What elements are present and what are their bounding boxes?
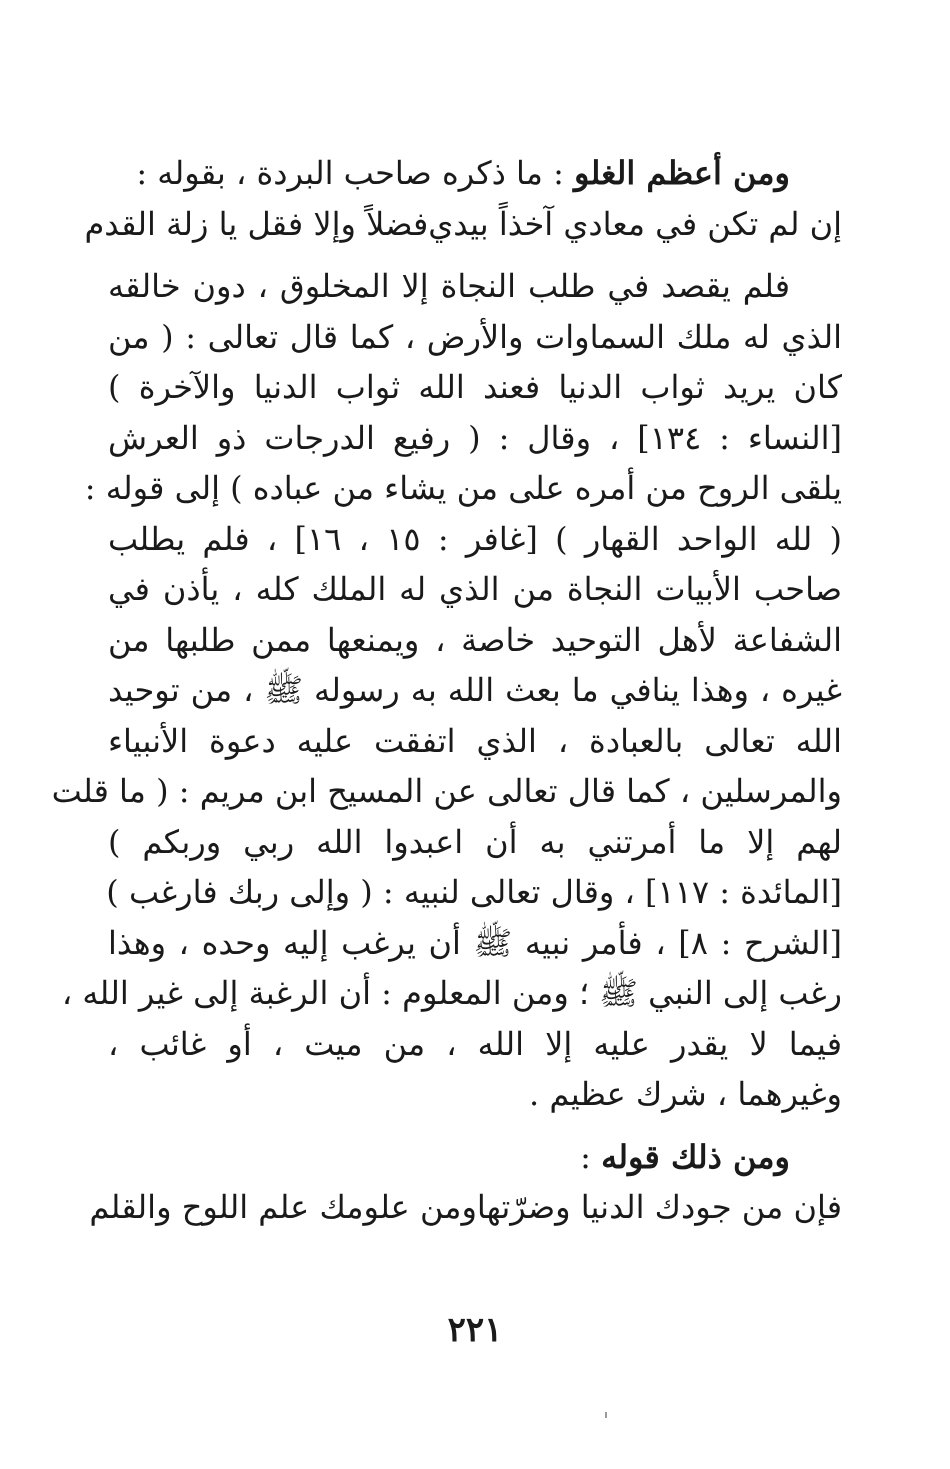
verse2-second-hemistich: ومن علومك علم اللوح والقلم [89, 1188, 477, 1226]
scan-speck [605, 1412, 607, 1418]
paragraph-line: الشفاعة لأهل التوحيد خاصة ، ويمنعها ممن طلبها من [108, 620, 842, 659]
poem-verse-2 [89, 1182, 842, 1233]
main-paragraph [51, 261, 843, 1120]
paragraph-line: الذي له ملك السماوات والأرض ، كما قال تعالى : ( من [108, 317, 842, 356]
poem-verse-1 [84, 199, 842, 250]
paragraph-line: [المائدة : ١١٧] ، وقال تعالى لنبيه : ( وإلى ربك فارغب ) [106, 873, 842, 911]
paragraph-line: ( لله الواحد القهار ) [غافر : ١٥ ، ١٦] ، فلم يطلب [108, 519, 843, 558]
paragraph-line: كان يريد ثواب الدنيا فعند الله ثواب الدنيا والآخرة ) [108, 368, 842, 406]
intro-rest: : ما ذكره صاحب البردة ، بقوله : [136, 154, 564, 192]
spacer [108, 249, 842, 261]
page-body [51, 148, 843, 1233]
paragraph-line: لهم إلا ما أمرتني به أن اعبدوا الله ربي وربكم ) [108, 822, 842, 861]
paragraph-line: رغب إلى النبي ﷺ ؛ ومن المعلوم : أن الرغبة إلى غير الله ، [61, 974, 842, 1012]
paragraph-line: صاحب الأبيات النجاة من الذي له الملك كله ، يأذن في [108, 570, 842, 608]
section2-bold-lead: ومن ذلك قوله [601, 1137, 790, 1176]
paragraph-line: فلم يقصد في طلب النجاة إلا المخلوق ، دون خالقه [108, 267, 790, 305]
intro-bold-lead: ومن أعظم الغلو [574, 154, 790, 192]
section2-line [108, 1132, 842, 1183]
section2-rest: : [580, 1137, 591, 1176]
paragraph-line: الله تعالى بالعبادة ، الذي اتفقت عليه دعوة الأنبياء [108, 721, 842, 760]
spacer [108, 1120, 842, 1132]
verse2-first-hemistich: فإن من جودك الدنيا وضرّتها [476, 1188, 842, 1226]
intro-line [108, 148, 842, 199]
verse1-second-hemistich: فضلاً وإلا فقل يا زلة القدم [84, 204, 429, 243]
paragraph-line: فيما لا يقدر عليه إلا الله ، من ميت ، أو غائب ، [108, 1024, 842, 1063]
paragraph-line: يلقى الروح من أمره على من يشاء من عباده ) إلى قوله : [84, 469, 842, 507]
paragraph-line: والمرسلين ، كما قال تعالى عن المسيح ابن مريم : ( ما قلت [51, 772, 842, 810]
paragraph-line: غيره ، وهذا ينافي ما بعث الله به رسوله ﷺ ، من توحيد [108, 671, 842, 709]
page-number: ٢٢١ [447, 1310, 503, 1350]
paragraph-line: وغيرهما ، شرك عظيم . [529, 1075, 842, 1113]
paragraph-line: [النساء : ١٣٤] ، وقال : ( رفيع الدرجات ذو العرش [108, 418, 842, 457]
verse1-first-hemistich: إن لم تكن في معادي آخذاً بيدي [428, 204, 842, 243]
paragraph-line: [الشرح : ٨] ، فأمر نبيه ﷺ أن يرغب إليه وحده ، وهذا [108, 923, 843, 962]
